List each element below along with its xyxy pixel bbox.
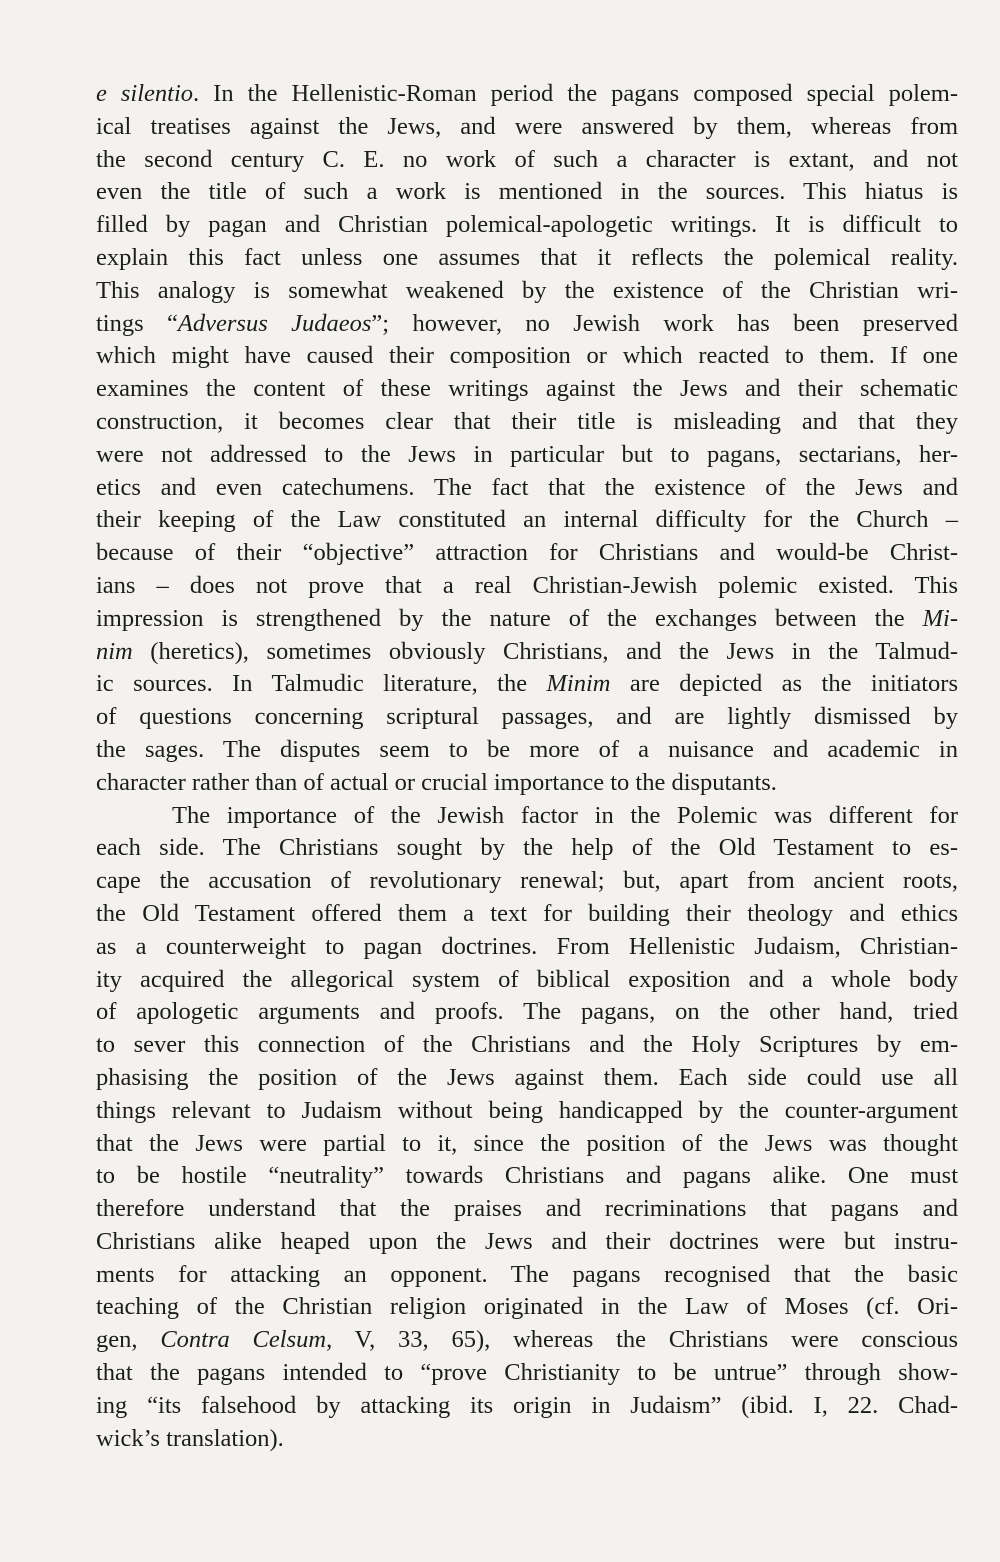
text-line: Christians alike heaped upon the Jews and their doctrines were but instru- <box>96 1227 958 1255</box>
text-line: each side. The Christians sought by the help of the Old Testament to es- <box>96 834 958 862</box>
italic-term: e silentio <box>96 80 194 107</box>
paragraph-2 <box>96 800 960 1456</box>
text-line: phasising the position of the Jews against them. Each side could use all <box>96 1063 958 1091</box>
text-line: impression is strengthened by the nature of the exchanges between the Mi- <box>96 604 958 632</box>
text-line: the Old Testament offered them a text for building their theology and ethics <box>96 899 958 927</box>
text-line: of questions concerning scriptural passages, and are lightly dismissed by <box>96 703 958 731</box>
text-line: things relevant to Judaism without being handicapped by the counter-argument <box>96 1096 958 1124</box>
text-line: were not addressed to the Jews in particular but to pagans, sectarians, her- <box>96 440 958 468</box>
text-line: This analogy is somewhat weakened by the existence of the Christian wri- <box>96 276 958 304</box>
text-line: construction, it becomes clear that their title is misleading and that they <box>96 407 958 435</box>
text-line: filled by pagan and Christian polemical-apologetic writings. It is difficult to <box>96 211 958 239</box>
text-line: wick’s translation). <box>96 1424 284 1452</box>
text-line: their keeping of the Law constituted an internal difficulty for the Church – <box>96 506 958 534</box>
text-line: that the pagans intended to “prove Christianity to be untrue” through show- <box>96 1359 958 1387</box>
text-line: e silentio. In the Hellenistic-Roman period the pagans composed special polem- <box>96 80 959 107</box>
text-line: etics and even catechumens. The fact that the existence of the Jews and <box>96 473 958 501</box>
text-line: cape the accusation of revolutionary renewal; but, apart from ancient roots, <box>96 867 958 895</box>
text-line: teaching of the Christian religion originated in the Law of Moses (cf. Ori- <box>96 1293 958 1321</box>
text-line: the sages. The disputes seem to be more of a nuisance and academic in <box>96 735 958 763</box>
text-line: tings “Adversus Judaeos”; however, no Jewish work has been preserved <box>96 309 958 337</box>
text-line: nim (heretics), sometimes obviously Christians, and the Jews in the Talmud- <box>96 637 958 665</box>
text-line: The importance of the Jewish factor in the Polemic was different for <box>172 801 958 829</box>
italic-term: nim <box>96 637 133 665</box>
text-line: the second century C. E. no work of such a character is extant, and not <box>96 145 958 173</box>
text-line: examines the content of these writings against the Jews and their schematic <box>96 375 958 403</box>
text-line: ments for attacking an opponent. The pagans recognised that the basic <box>96 1260 958 1288</box>
text-line: which might have caused their composition or which reacted to them. If one <box>96 342 958 370</box>
italic-term: Adversus Judaeos <box>177 309 372 337</box>
text-line: ing “its falsehood by attacking its origin in Judaism” (ibid. I, 22. Chad- <box>96 1391 958 1419</box>
italic-term: Minim <box>546 670 611 698</box>
paragraph-1 <box>96 78 960 800</box>
text-line: even the title of such a work is mentioned in the sources. This hiatus is <box>96 178 958 206</box>
text-line: gen, Contra Celsum, V, 33, 65), whereas the Christians were conscious <box>96 1326 959 1354</box>
text-line: as a counterweight to pagan doctrines. From Hellenistic Judaism, Christian- <box>96 932 958 960</box>
text-line: ic sources. In Talmudic literature, the Minim are depicted as the initiators <box>96 670 958 698</box>
text-line: ical treatises against the Jews, and were answered by them, whereas from <box>96 112 958 140</box>
text-line: of apologetic arguments and proofs. The pagans, on the other hand, tried <box>96 998 958 1026</box>
text-line: ians – does not prove that a real Christian-Jewish polemic existed. This <box>96 571 958 599</box>
text-line: ity acquired the allegorical system of biblical exposition and a whole body <box>96 965 958 993</box>
text-line: that the Jews were partial to it, since the position of the Jews was thought <box>96 1129 958 1157</box>
text-line: character rather than of actual or crucial importance to the disputants. <box>96 768 777 796</box>
text-line: therefore understand that the praises and recriminations that pagans and <box>96 1195 958 1223</box>
text-line: to sever this connection of the Christians and the Holy Scriptures by em- <box>96 1031 958 1059</box>
italic-term: Mi- <box>922 604 958 632</box>
text-line: explain this fact unless one assumes that it reflects the polemical reality. <box>96 243 958 271</box>
text-line: because of their “objective” attraction for Christians and would-be Christ- <box>96 539 958 567</box>
text-line: to be hostile “neutrality” towards Christians and pagans alike. One must <box>96 1162 958 1190</box>
italic-term: Contra Celsum <box>160 1326 327 1354</box>
